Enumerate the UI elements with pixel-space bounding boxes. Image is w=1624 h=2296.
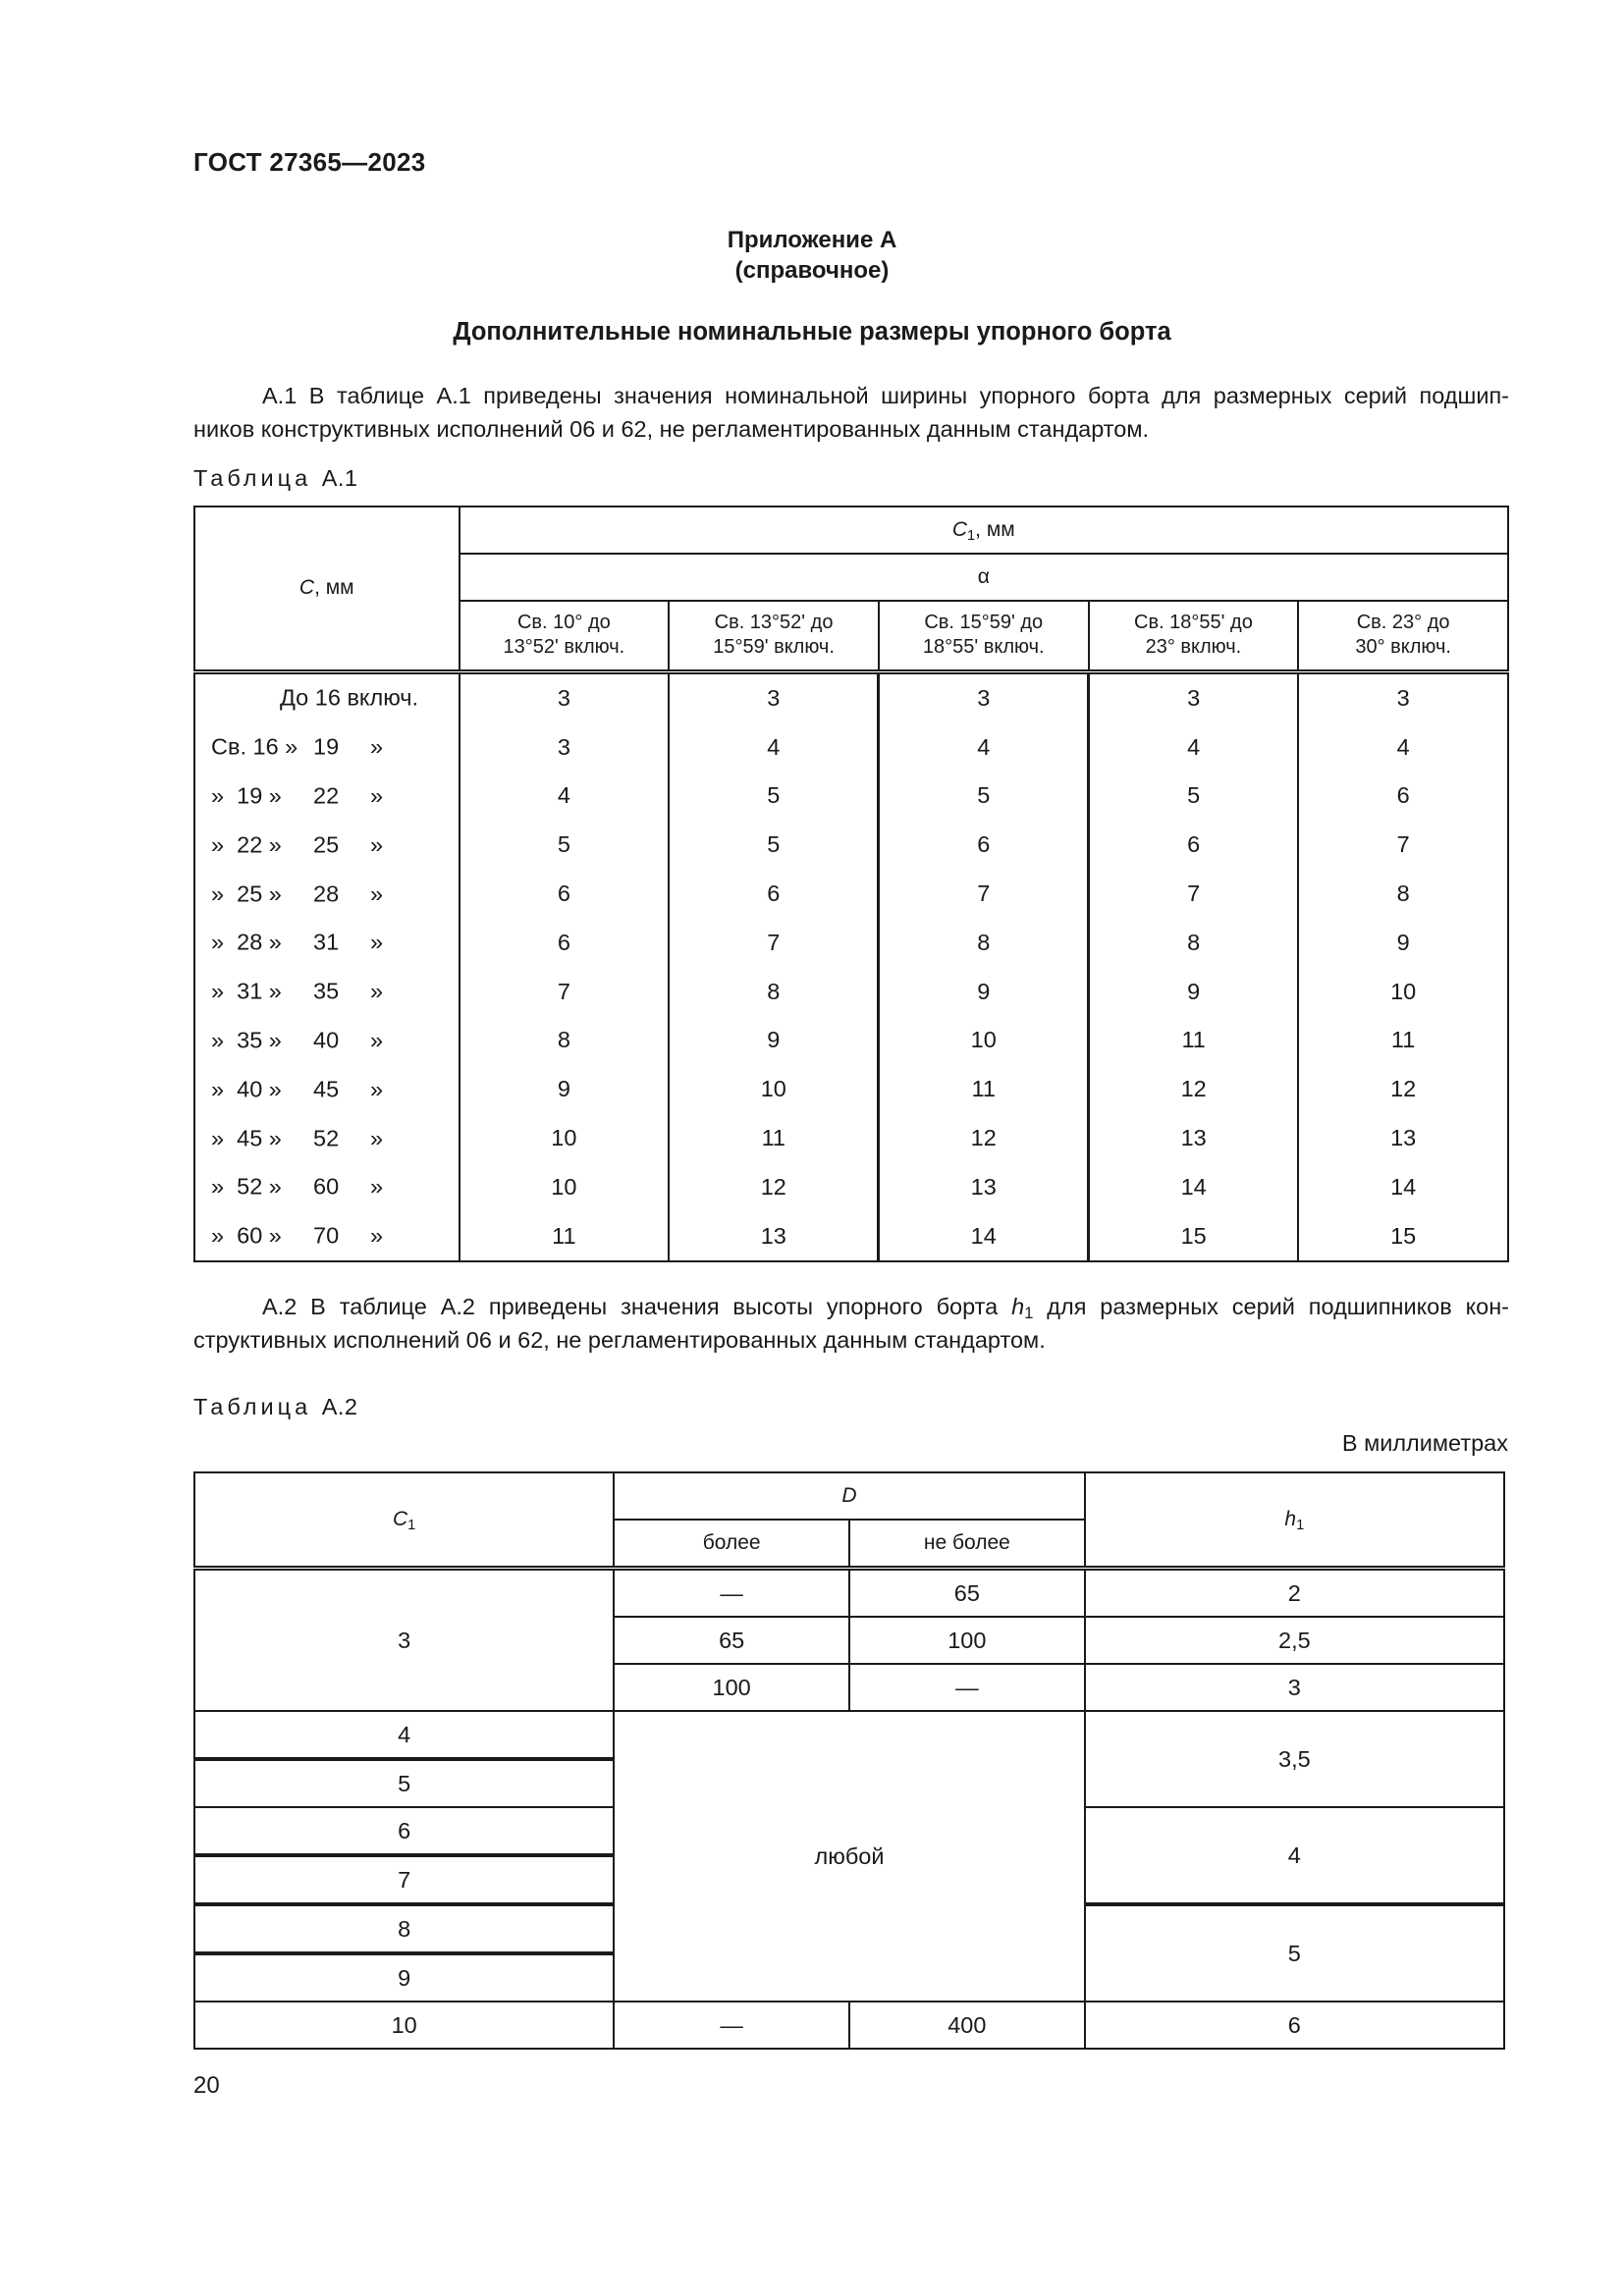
cell-value: 11 [669, 1114, 879, 1163]
header-h1 [1085, 1472, 1504, 1569]
cell-h1: 2 [1085, 1569, 1504, 1618]
cell-value: 9 [669, 1016, 879, 1065]
table-row [194, 967, 1508, 1016]
cell-value: 10 [669, 1065, 879, 1114]
range-part: » 22 » [211, 831, 282, 858]
table-row [194, 1065, 1508, 1114]
cell-value: 12 [669, 1162, 879, 1211]
annex-heading: Дополнительные номинальные размеры упорного борта [453, 318, 1171, 346]
range-part: » [370, 1173, 384, 1200]
cell-value: 7 [460, 967, 670, 1016]
range-part: » [370, 881, 384, 907]
cell-value: 9 [1298, 918, 1508, 967]
cell-value: 10 [460, 1162, 670, 1211]
range-part: 28 [313, 881, 340, 907]
cell-c1: 5 [194, 1759, 614, 1807]
table-row [194, 772, 1508, 821]
range-line: Св. 15°59' до [924, 612, 1044, 634]
cell-value: 3 [460, 671, 670, 722]
cell-value: 4 [669, 722, 879, 772]
table-a1-caption [193, 465, 357, 492]
cell-c-range [194, 1114, 460, 1163]
range-part: » 35 » [211, 1027, 282, 1053]
header-c-mm [194, 507, 460, 671]
cell-value: 7 [1298, 821, 1508, 870]
caption-number: А.1 [321, 465, 358, 491]
cell-value: 12 [1089, 1065, 1299, 1114]
range-part: 19 [313, 733, 340, 760]
cell-value: 5 [669, 821, 879, 870]
range-line: Св. 23° до [1356, 612, 1450, 634]
header-d [614, 1472, 1084, 1520]
h1-sub: 1 [1296, 1518, 1305, 1533]
range-part: » [370, 978, 384, 1004]
range-part: 35 [313, 978, 340, 1004]
cell-value: 8 [460, 1016, 670, 1065]
table-row [194, 1162, 1508, 1211]
cell-h1: 3 [1085, 1664, 1504, 1711]
cell-value: 13 [1089, 1114, 1299, 1163]
cell-value: 6 [1089, 821, 1299, 870]
range-part: 45 [313, 1076, 340, 1102]
cell-value: 5 [669, 772, 879, 821]
cell-value: 11 [1298, 1016, 1508, 1065]
annex-subtitle: (справочное) [734, 257, 890, 284]
cell-d-not-more: 100 [849, 1617, 1085, 1664]
units-note: В миллиметрах [1341, 1430, 1508, 1456]
range-line: 13°52' включ. [503, 636, 625, 659]
cell-d-more: — [614, 2002, 849, 2049]
cell-c1: 6 [194, 1807, 614, 1855]
paragraph-a2-line2: структивных исполнений 06 и 62, не регламентированных данным стандартом. [193, 1327, 1046, 1353]
range-part: » [370, 782, 384, 809]
cell-value: 9 [460, 1065, 670, 1114]
cell-value: 13 [1298, 1114, 1508, 1163]
cell-value: 6 [1298, 772, 1508, 821]
header-c1 [194, 1472, 614, 1569]
cell-c-range [194, 918, 460, 967]
cell-c-range [194, 1162, 460, 1211]
cell-c-range [194, 1065, 460, 1114]
cell-d-not-more: — [849, 1664, 1085, 1711]
cell-h1: 2,5 [1085, 1617, 1504, 1664]
page-number: 20 [193, 2072, 220, 2099]
cell-c1: 4 [194, 1711, 614, 1759]
cell-value: 12 [879, 1114, 1089, 1163]
cell-d-more: 65 [614, 1617, 849, 1664]
table-row [194, 918, 1508, 967]
cell-value: 10 [879, 1016, 1089, 1065]
header-range-2 [669, 601, 879, 671]
header-more: более [614, 1520, 849, 1569]
range-part: До 16 включ. [280, 684, 419, 711]
cell-c1: 9 [194, 1953, 614, 2002]
range-part: » 45 » [211, 1125, 282, 1151]
range-part: » 31 » [211, 978, 282, 1004]
header-c1-var: C [951, 518, 967, 541]
cell-c-range [194, 671, 460, 722]
table-a2 [193, 1471, 1505, 2050]
cell-value: 3 [460, 722, 670, 772]
cell-d-more: — [614, 1569, 849, 1618]
cell-value: 9 [879, 967, 1089, 1016]
range-part: » 40 » [211, 1076, 282, 1102]
range-line: Св. 18°55' до [1134, 612, 1253, 634]
cell-value: 6 [460, 870, 670, 919]
cell-value: 8 [1089, 918, 1299, 967]
caption-word: Таблица [193, 1394, 312, 1419]
h1-var: h [1284, 1508, 1297, 1530]
standard-number: ГОСТ 27365—2023 [193, 147, 426, 177]
cell-value: 3 [669, 671, 879, 722]
table-row [194, 870, 1508, 919]
cell-value: 10 [460, 1114, 670, 1163]
cell-c1-3: 3 [194, 1569, 614, 1712]
cell-value: 3 [879, 671, 1089, 722]
range-part: Св. 16 » [211, 733, 298, 760]
range-part: » 28 » [211, 929, 282, 955]
range-line: 15°59' включ. [713, 636, 835, 659]
paragraph-a1-line2: ников конструктивных исполнений 06 и 62, не регламентированных данным стандартом. [193, 416, 1150, 442]
cell-value: 5 [460, 821, 670, 870]
cell-value: 3 [1089, 671, 1299, 722]
header-range-4 [1089, 601, 1299, 671]
cell-c-range [194, 967, 460, 1016]
text-run: А.2 В таблице А.2 приведены значения высоты упорного борта [262, 1294, 1012, 1319]
cell-value: 15 [1089, 1211, 1299, 1261]
cell-value: 4 [1298, 722, 1508, 772]
table-a1-body [194, 671, 1508, 1261]
cell-value: 7 [1089, 870, 1299, 919]
range-line: Св. 13°52' до [714, 612, 834, 634]
header-c-var: C [298, 576, 315, 600]
range-line: 30° включ. [1355, 636, 1451, 659]
paragraph-a2-line1 [193, 1290, 1509, 1323]
cell-value: 14 [1298, 1162, 1508, 1211]
range-part: 40 [313, 1027, 340, 1053]
table-row [194, 671, 1508, 722]
caption-number: А.2 [321, 1394, 358, 1419]
range-part: » [370, 1076, 384, 1102]
cell-c1: 10 [194, 2002, 614, 2049]
cell-value: 10 [1298, 967, 1508, 1016]
table-row [194, 1016, 1508, 1065]
range-part: » [370, 1027, 384, 1053]
cell-d-any: любой [614, 1711, 1084, 2002]
header-c1-sub: 1 [966, 528, 976, 544]
header-c-unit: , мм [314, 576, 354, 600]
range-part: » [370, 733, 384, 760]
cell-value: 6 [879, 821, 1089, 870]
range-part: 60 [313, 1173, 340, 1200]
range-part: 22 [313, 782, 340, 809]
cell-value: 8 [1298, 870, 1508, 919]
cell-c-range [194, 722, 460, 772]
range-part: » [370, 929, 384, 955]
cell-c-range [194, 772, 460, 821]
paragraph-a2 [193, 1290, 1509, 1357]
cell-d-not-more: 65 [849, 1569, 1085, 1618]
d-var: D [841, 1484, 857, 1507]
caption-word: Таблица [193, 465, 312, 491]
table-row [194, 821, 1508, 870]
range-part: 31 [313, 929, 340, 955]
cell-c-range [194, 1211, 460, 1261]
range-part: » [370, 1222, 384, 1249]
cell-value: 3 [1298, 671, 1508, 722]
cell-value: 6 [460, 918, 670, 967]
range-part: » 25 » [211, 881, 282, 907]
cell-h1: 5 [1085, 1904, 1504, 2002]
cell-value: 7 [879, 870, 1089, 919]
cell-value: 9 [1089, 967, 1299, 1016]
range-part: 52 [313, 1125, 340, 1151]
cell-h1: 4 [1085, 1807, 1504, 1904]
cell-c-range [194, 821, 460, 870]
cell-value: 14 [1089, 1162, 1299, 1211]
cell-value: 13 [879, 1162, 1089, 1211]
table-row [194, 722, 1508, 772]
cell-value: 7 [669, 918, 879, 967]
cell-value: 11 [460, 1211, 670, 1261]
cell-h1: 3,5 [1085, 1711, 1504, 1807]
cell-value: 14 [879, 1211, 1089, 1261]
range-part: » [370, 831, 384, 858]
c1-var: C [392, 1508, 408, 1530]
cell-value: 6 [669, 870, 879, 919]
paragraph-a1 [193, 379, 1509, 446]
range-part: » 60 » [211, 1222, 282, 1249]
cell-c-range [194, 870, 460, 919]
c1-sub: 1 [407, 1518, 416, 1533]
range-part: » 19 » [211, 782, 282, 809]
cell-h1: 6 [1085, 2002, 1504, 2049]
h1-sub: 1 [1024, 1305, 1034, 1322]
cell-value: 12 [1298, 1065, 1508, 1114]
cell-value: 4 [879, 722, 1089, 772]
text-run: для размерных серий подшипников кон- [1033, 1294, 1509, 1319]
cell-value: 8 [879, 918, 1089, 967]
header-range-3 [879, 601, 1089, 671]
paragraph-a1-line1: А.1 В таблице А.1 приведены значения номинальной ширины упорного борта для размерных серий подшип- [262, 383, 1509, 408]
cell-value: 11 [1089, 1016, 1299, 1065]
cell-c-range [194, 1016, 460, 1065]
header-range-1 [460, 601, 670, 671]
table-a2-caption [193, 1394, 357, 1420]
range-line: 23° включ. [1145, 636, 1242, 659]
annex-title: Приложение А [727, 227, 897, 253]
range-part: 70 [313, 1222, 340, 1249]
range-part: » [370, 1125, 384, 1151]
cell-c1: 7 [194, 1855, 614, 1904]
cell-d-not-more: 400 [849, 2002, 1085, 2049]
table-a1 [193, 506, 1509, 1262]
header-not-more: не более [849, 1520, 1085, 1569]
header-range-5 [1298, 601, 1508, 671]
range-line: 18°55' включ. [922, 636, 1045, 659]
range-part: » 52 » [211, 1173, 282, 1200]
cell-value: 8 [669, 967, 879, 1016]
cell-value: 5 [879, 772, 1089, 821]
range-part: 25 [313, 831, 340, 858]
cell-value: 15 [1298, 1211, 1508, 1261]
cell-value: 5 [1089, 772, 1299, 821]
cell-value: 4 [1089, 722, 1299, 772]
header-c1-mm [460, 507, 1508, 554]
cell-d-more: 100 [614, 1664, 849, 1711]
range-line: Св. 10° до [516, 612, 611, 634]
header-c1-unit: , мм [975, 518, 1015, 541]
table-row [194, 1114, 1508, 1163]
cell-value: 13 [669, 1211, 879, 1261]
h1-var: h [1011, 1294, 1025, 1319]
cell-value: 11 [879, 1065, 1089, 1114]
header-alpha: α [460, 554, 1508, 601]
table-row [194, 1211, 1508, 1261]
cell-c1: 8 [194, 1904, 614, 1953]
cell-value: 4 [460, 772, 670, 821]
